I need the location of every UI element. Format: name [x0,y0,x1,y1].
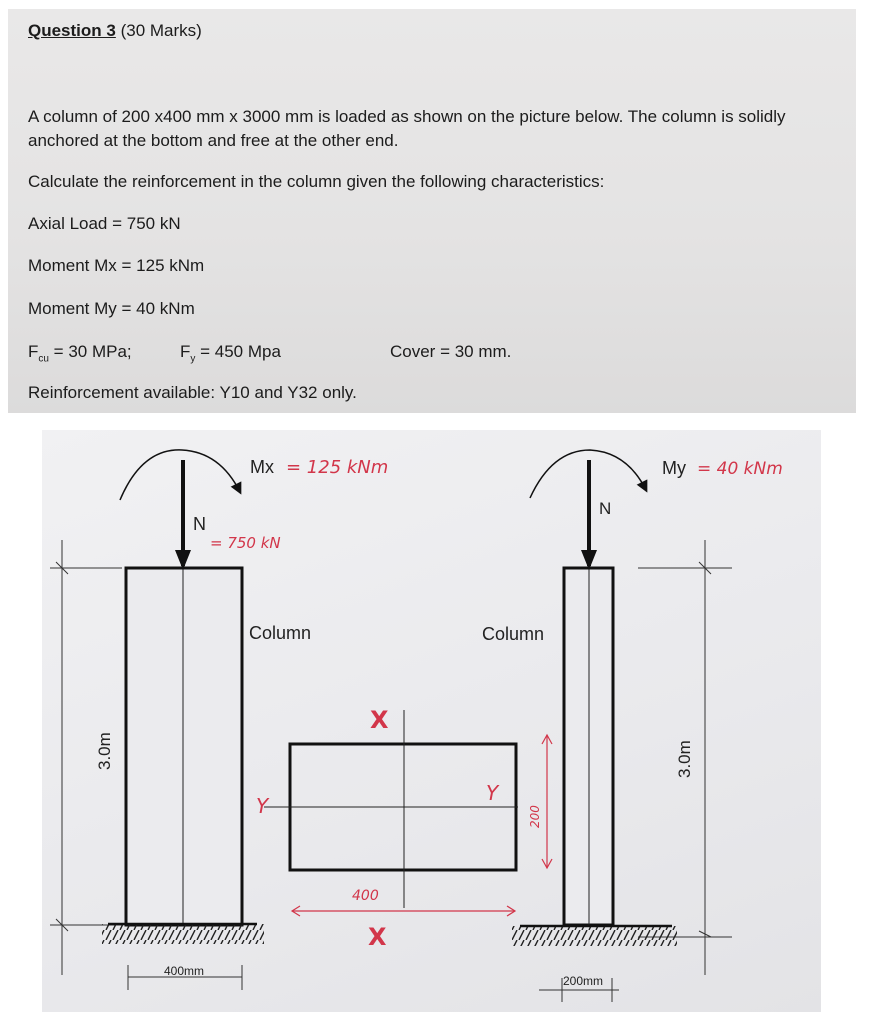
my-value: = 40 kNm [697,459,783,479]
column-label-left: Column [249,623,312,643]
question-heading [28,21,202,41]
section-y-left: Y [256,794,269,818]
question-marks: (30 Marks) [120,21,202,40]
section-y-right: Y [486,781,499,805]
left-column-outline [126,568,242,925]
fcu-value: $F_{cu} = 30$ MPa; [28,342,132,365]
section-width-label: 400 [352,888,379,904]
reinforcement-available: Reinforcement available: Y10 and Y32 only. [28,383,357,402]
section-x-top: X [370,706,389,734]
material-properties [28,342,843,364]
moment-mx: Moment Mx = 125 kNm [28,256,205,275]
n-value: = 750 kN [210,534,281,552]
column-diagram [42,430,821,1012]
n-label-right: N [599,499,612,518]
question-instruction: Calculate the reinforcement in the column given the following characteristics: [28,172,605,191]
width-label-left: 400mm [164,964,205,978]
cross-section [264,710,518,916]
axial-load: Axial Load = 750 kN [28,214,181,233]
height-label-right: 3.0m [675,740,694,778]
section-x-bottom: X [368,923,387,951]
diagram-drawing [42,430,821,1012]
question-title: Question 3 [28,21,116,40]
left-column-elevation [50,450,264,990]
mx-value: = 125 kNm [286,457,389,478]
right-ground-hatch [512,926,677,946]
question-panel [8,9,856,413]
height-label-left: 3.0m [95,732,114,770]
section-depth-label: 200 [528,805,542,828]
my-label: My [662,458,686,478]
n-label-left: N [193,514,206,534]
left-ground-hatch [102,924,264,944]
question-intro: A column of 200 x400 mm x 3000 mm is loaded as shown on the picture below. The column is solidly anchored at the bottom and free at the other end. [28,107,786,150]
column-label-right: Column [482,624,545,644]
fy-value: $F_y = 450$ Mpa [180,342,281,365]
mx-label: Mx [250,457,274,477]
mx-moment-arrow [120,450,240,500]
right-column-elevation [512,450,732,1002]
width-label-right: 200mm [563,974,604,988]
moment-my: Moment My = 40 kNm [28,299,195,318]
cover-value: Cover = 30 mm. [390,342,512,361]
